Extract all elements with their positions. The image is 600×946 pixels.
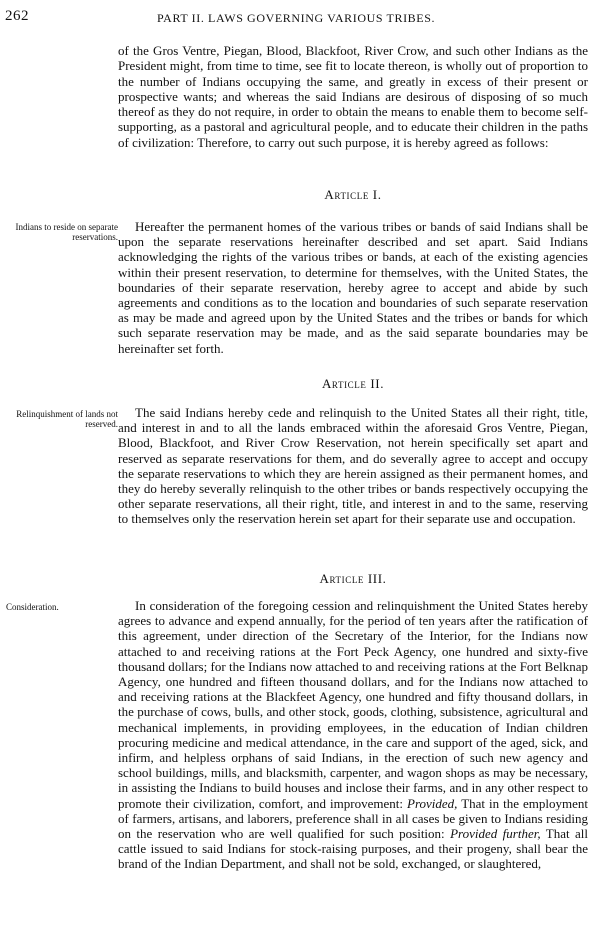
article-1-section [118, 219, 588, 356]
intro-section [118, 43, 588, 150]
proviso-1-label: Provided, [407, 795, 458, 811]
article-1-side-note: Indians to reside on separate reservations. [15, 222, 118, 242]
article-3-text-main: In consideration of the foregoing cession and relinquishment the United States hereby agrees to advance and expend annually, for the period of ten years after the ratification of this agreement, under direction of the Secretary of the Interior, for the Indians now attached to and receiving rations at the Fort Peck Agency, one hundred and sixty-five thousand dollars; for the Indians now attached to and receiving rations at the Fort Belknap Agency, one hundred and fifteen thousand dollars, and for the Indians now attached to and receiving rations at the Blackfeet Agency, one hundred and fifty thousand dollars, in the purchase of cows, bulls, and other stock, goods, clothing, subsistence, agricultural and mechanical implements, in providing employees, in the education of Indian children procuring medicine and medical attendance, in the care and support of the aged, sick, and infirm, and helpless orphans of said Indians, in the erection of such new agency and school buildings, mills, and blacksmith, carpenter, and wagon shops as may be necessary, in assisting the Indians to build houses and inclose their farms, and in any other respect to promote their civilization, comfort, and improvement: [118, 598, 588, 811]
article-3-heading: Article III. [319, 571, 387, 586]
article-2-text: The said Indians hereby cede and relinquish to the United States all their right, title, and interest in and to all the lands embraced within the aforesaid Gros Ventre, Piegan, Blood, Blackfoot, and River Crow Reservation, not herein specifically set apart and reserved as separate reservations for them, and do severally agree to accept and occupy the separate reservations to which they are herein assigned as their permanent homes, and they do hereby severally relinquish to the other tribes or bands respectively occupying the other separate reservations, all their right, title, and interest in and to the same, reserving to themselves only the reservation herein set apart for their separate use and occupation. [118, 405, 588, 527]
article-1-heading: Article I. [324, 187, 382, 202]
article-1-text: Hereafter the permanent homes of the various tribes or bands of said Indians shall be upon the separate reservations hereinafter described and set apart. Said Indians acknowledging the rights of the various tribes or bands, at each of the existing agencies within their present reservation, to determine for themselves, with the United States, the boundaries of their separate reservation, hereby agree to accept and abide by such agreements and conditions as to the location and boundaries of such separate reservation as may be made and agreed upon by the United States and the tribes or bands for which such separate reservation may be made, and as the said separate boundaries may be hereinafter set forth. [118, 219, 588, 356]
article-3-section [118, 598, 588, 872]
article-2-heading: Article II. [321, 376, 385, 391]
proviso-2-text: That all cattle issued to said Indians for stock-raising purposes, and their progeny, shall bear the brand of the Indian Department, and shall not be sold, exchanged, or slaughtered, [118, 826, 589, 872]
proviso-2-label: Provided further, [450, 826, 541, 842]
article-3-side-note: Consideration. [6, 602, 59, 612]
running-title: PART II. LAWS GOVERNING VARIOUS TRIBES. [157, 11, 436, 25]
page-number: 262 [5, 8, 29, 24]
article-2-side-note: Relinquishment of lands not reserved. [16, 409, 118, 429]
article-3-text [118, 598, 588, 872]
proviso-1-text: That in the employment of farmers, artisans, and laborers, preference shall in all cases be given to Indians residing on the reservation who are well qualified for such position: [118, 795, 589, 842]
article-2-section [118, 405, 588, 527]
intro-paragraph: of the Gros Ventre, Piegan, Blood, Blackfoot, River Crow, and such other Indians as the President might, from time to time, see fit to locate thereon, is wholly out of proportion to the number of Indians occupying the same, and greatly in excess of their present or prospective wants; and whereas the said Indians are desirous of disposing of so much thereof as they do not require, in order to obtain the means to enable them to become self-supporting, as a pastoral and agricultural people, and to educate their children in the paths of civilization: Therefore, to carry out such purpose, it is hereby agreed as follows: [118, 43, 588, 150]
